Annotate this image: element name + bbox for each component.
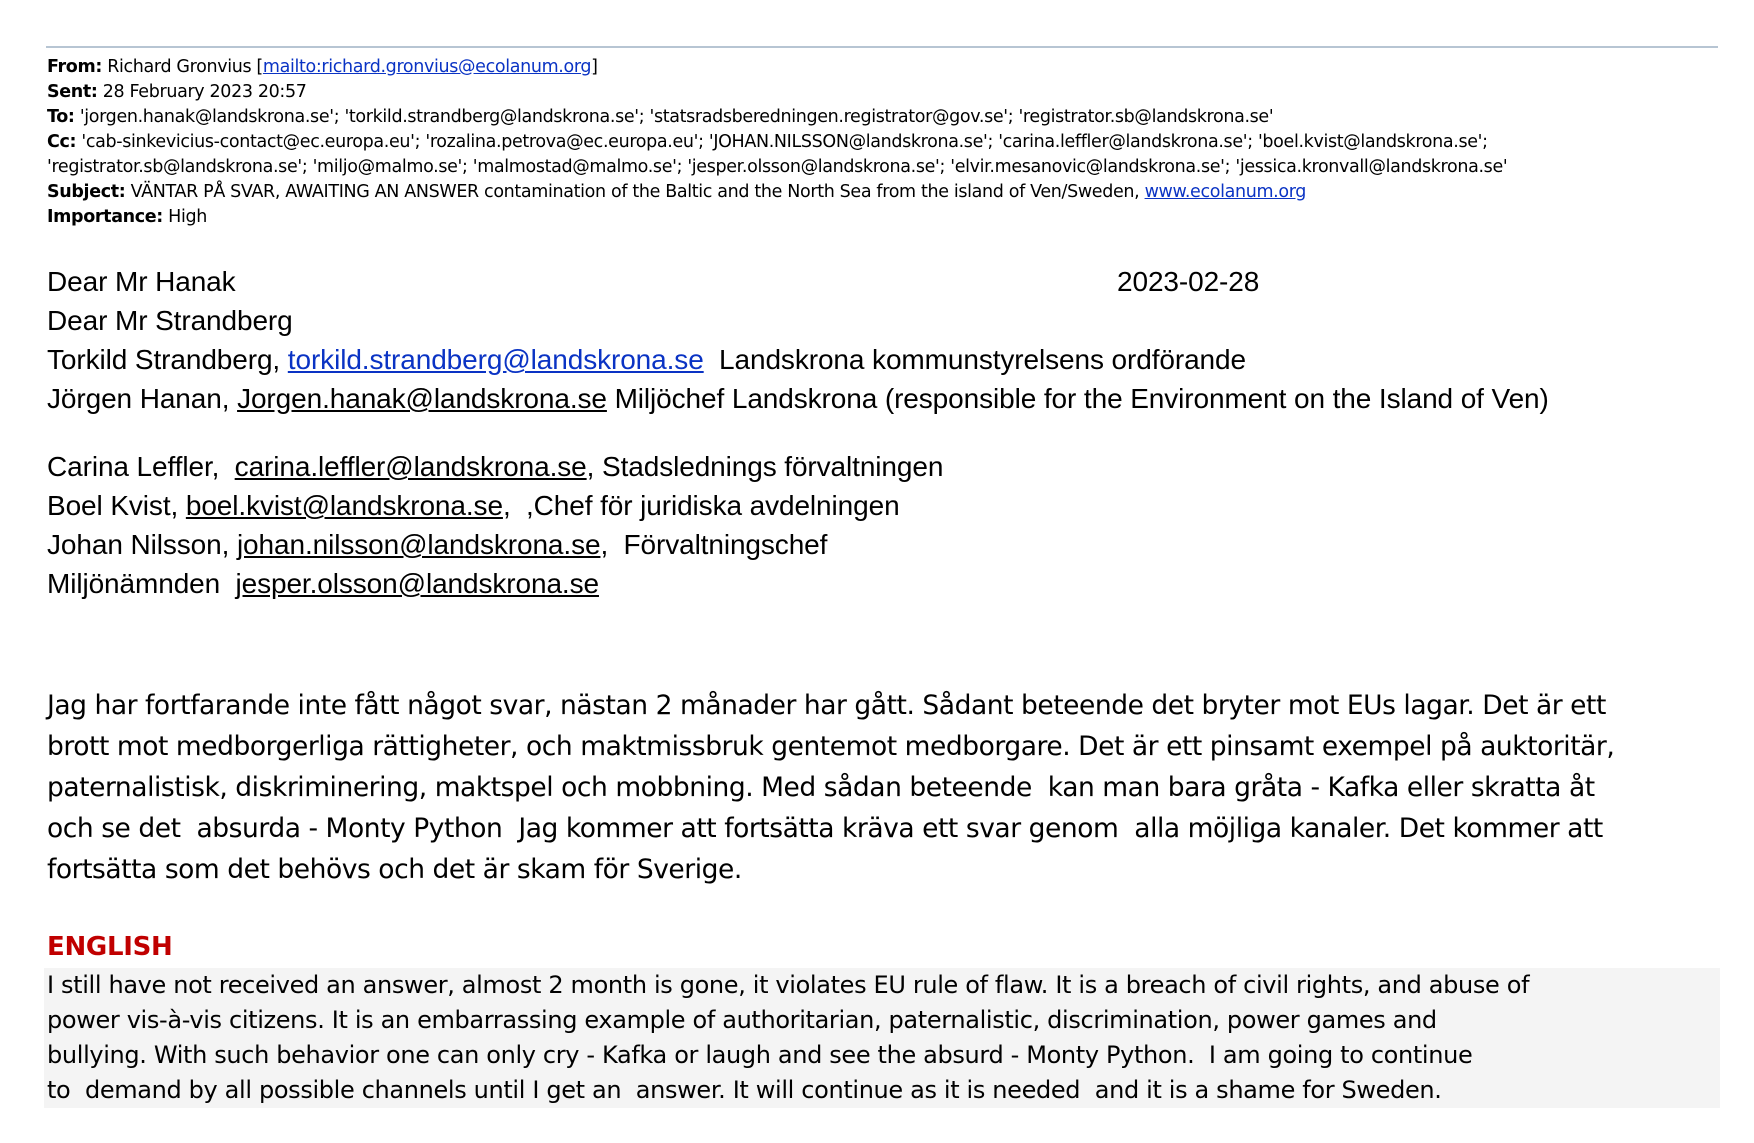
to-row <box>47 105 1727 130</box>
salutation-line-4 <box>47 379 1667 418</box>
hanan-role: Miljöchef Landskrona (responsible for the Environment on the Island of Ven) <box>606 383 1549 414</box>
from-mailto-link[interactable]: mailto:richard.gronvius@ecolanum.org <box>262 57 592 77</box>
contact-row <box>47 564 1667 603</box>
cc-value-1: 'cab-sinkevicius-contact@ec.europa.eu'; 'rozalina.petrova@ec.europa.eu'; 'JOHAN.NILSSON@landskrona.se'; 'carina.leffler@landskrona.se'; 'boel.kvist@landskrona.se'; <box>81 132 1488 152</box>
sent-label: Sent: <box>47 82 98 102</box>
contact-name: Johan Nilsson, <box>47 529 237 560</box>
contact-row <box>47 447 1667 486</box>
contacts-block <box>47 447 1667 603</box>
email-header <box>47 55 1727 230</box>
hanan-name: Jörgen Hanan, <box>47 383 238 414</box>
salutation-line-1 <box>47 262 1667 301</box>
contact-email-link[interactable]: boel.kvist@landskrona.se <box>185 490 503 521</box>
salutation-block <box>47 262 1667 418</box>
importance-label: Importance: <box>47 207 163 227</box>
subject-website-link[interactable]: www.ecolanum.org <box>1144 182 1307 202</box>
paragraph-line: I still have not received an answer, almost 2 month is gone, it violates EU rule of flaw. It is a breach of civil rights, and abuse of <box>47 971 1530 999</box>
contact-role: , Stadslednings förvaltningen <box>586 451 944 482</box>
contact-role: , ,Chef för juridiska avdelningen <box>502 490 900 521</box>
contact-row <box>47 525 1667 564</box>
contact-name: Boel Kvist, <box>47 490 186 521</box>
paragraph-line: paternalistisk, diskriminering, maktspel och mobbning. Med sådan beteende kan man bara gråta - Kafka eller skratta åt <box>47 772 1595 803</box>
swedish-paragraph <box>47 685 1727 890</box>
strandberg-name: Torkild Strandberg, <box>47 344 288 375</box>
english-heading: ENGLISH <box>47 932 173 962</box>
contact-email-link[interactable]: johan.nilsson@landskrona.se <box>236 529 601 560</box>
contact-role: , Förvaltningschef <box>600 529 828 560</box>
english-paragraph <box>44 968 1720 1108</box>
contact-email-link[interactable]: carina.leffler@landskrona.se <box>234 451 587 482</box>
paragraph-line: Jag har fortfarande inte fått något svar, nästan 2 månader har gått. Sådant beteende det bryter mot EUs lagar. Det är ett <box>47 690 1606 721</box>
from-label: From: <box>47 57 102 77</box>
to-value: 'jorgen.hanak@landskrona.se'; 'torkild.strandberg@landskrona.se'; 'statsradsberedningen.registrator@gov.se'; 'registrator.sb@landskrona.se' <box>79 107 1274 127</box>
header-divider <box>46 46 1718 48</box>
salutation-hanak: Dear Mr Hanak <box>47 266 236 297</box>
importance-row <box>47 205 1727 230</box>
subject-value: VÄNTAR PÅ SVAR, AWAITING AN ANSWER contamination of the Baltic and the North Sea from the island of Ven/Sweden, <box>130 182 1140 202</box>
paragraph-line: power vis-à-vis citizens. It is an embarrassing example of authoritarian, paternalistic, discrimination, power games and <box>47 1006 1437 1034</box>
hanak-email-link[interactable]: Jorgen.hanak@landskrona.se <box>237 383 607 414</box>
salutation-strandberg: Dear Mr Strandberg <box>47 305 293 336</box>
contact-name: Miljönämnden <box>47 568 236 599</box>
strandberg-role: Landskrona kommunstyrelsens ordförande <box>703 344 1246 375</box>
cc-row <box>47 130 1727 155</box>
importance-value: High <box>168 207 207 227</box>
cc-row-continued <box>47 155 1727 180</box>
paragraph-line: och se det absurda - Monty Python Jag kommer att fortsätta kräva ett svar genom alla möjliga kanaler. Det kommer att <box>47 813 1603 844</box>
from-close: ] <box>591 57 598 77</box>
from-row <box>47 55 1727 80</box>
salutation-line-3 <box>47 340 1667 379</box>
contact-email-link[interactable]: jesper.olsson@landskrona.se <box>235 568 599 599</box>
paragraph-line: brott mot medborgerliga rättigheter, och maktmissbruk gentemot medborgare. Det är ett pinsamt exempel på auktoritär, <box>47 731 1615 762</box>
paragraph-line: to demand by all possible channels until I get an answer. It will continue as it is needed and it is a shame for Sweden. <box>47 1076 1442 1104</box>
sent-value: 28 February 2023 20:57 <box>102 82 307 102</box>
letter-date: 2023-02-28 <box>1117 266 1260 297</box>
to-label: To: <box>47 107 75 127</box>
cc-label: Cc: <box>47 132 77 152</box>
paragraph-line: fortsätta som det behövs och det är skam för Sverige. <box>47 854 742 885</box>
from-name: Richard Gronvius [ <box>107 57 263 77</box>
strandberg-email-link[interactable]: torkild.strandberg@landskrona.se <box>287 344 704 375</box>
salutation-line-2 <box>47 301 1667 340</box>
cc-value-2: 'registrator.sb@landskrona.se'; 'miljo@malmo.se'; 'malmostad@malmo.se'; 'jesper.olsson@landskrona.se'; 'elvir.mesanovic@landskrona.se'; 'jessica.kronvall@landskrona.se' <box>47 157 1508 177</box>
subject-row <box>47 180 1727 205</box>
contact-name: Carina Leffler, <box>47 451 235 482</box>
paragraph-line: bullying. With such behavior one can only cry - Kafka or laugh and see the absurd - Monty Python. I am going to continue <box>47 1041 1473 1069</box>
contact-row <box>47 486 1667 525</box>
subject-label: Subject: <box>47 182 126 202</box>
sent-row <box>47 80 1727 105</box>
